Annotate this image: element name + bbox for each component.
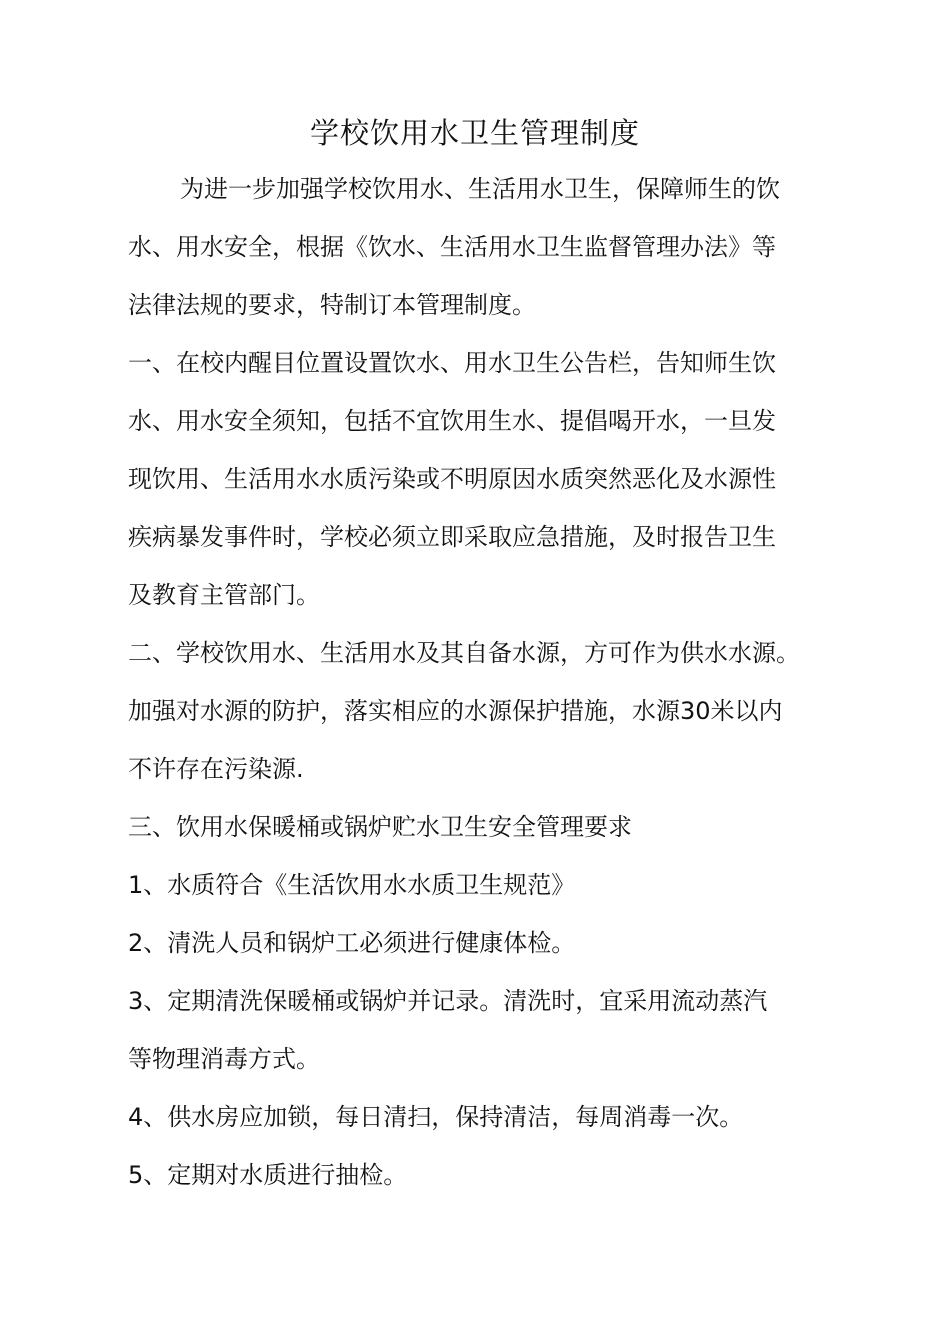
body-line: 水、用水安全，根据《饮水、生活用水卫生监督管理办法》等 [128, 233, 776, 261]
document-body [128, 160, 840, 1204]
body-line: 5、定期对水质进行抽检。 [128, 1161, 408, 1189]
body-line: 一、在校内醒目位置设置饮水、用水卫生公告栏，告知师生饮 [128, 349, 776, 377]
body-line: 2、清洗人员和锅炉工必须进行健康体检。 [128, 929, 576, 957]
body-line: 1、水质符合《生活饮用水水质卫生规范》 [128, 871, 576, 899]
body-line: 现饮用、生活用水水质污染或不明原因水质突然恶化及水源性 [128, 465, 776, 493]
body-line: 疾病暴发事件时，学校必须立即采取应急措施，及时报告卫生 [128, 523, 776, 551]
body-line: 等物理消毒方式。 [128, 1045, 320, 1073]
body-line: 三、饮用水保暖桶或锅炉贮水卫生安全管理要求 [128, 813, 632, 841]
body-line: 及教育主管部门。 [128, 581, 320, 609]
body-line: 法律法规的要求，特制订本管理制度。 [128, 291, 536, 319]
body-line: 不许存在污染源. [128, 755, 304, 783]
body-line: 加强对水源的防护，落实相应的水源保护措施，水源30米以内 [128, 697, 783, 725]
body-line: 3、定期清洗保暖桶或锅炉并记录。清洗时，宜采用流动蒸汽 [128, 987, 768, 1015]
body-line: 4、供水房应加锁，每日清扫，保持清洁，每周消毒一次。 [128, 1103, 744, 1131]
document-title: 学校饮用水卫生管理制度 [309, 116, 640, 150]
body-line: 二、学校饮用水、生活用水及其自备水源，方可作为供水水源。 [128, 639, 800, 667]
body-line: 为进一步加强学校饮用水、生活用水卫生，保障师生的饮 [180, 175, 780, 203]
body-line: 水、用水安全须知，包括不宜饮用生水、提倡喝开水，一旦发 [128, 407, 776, 435]
